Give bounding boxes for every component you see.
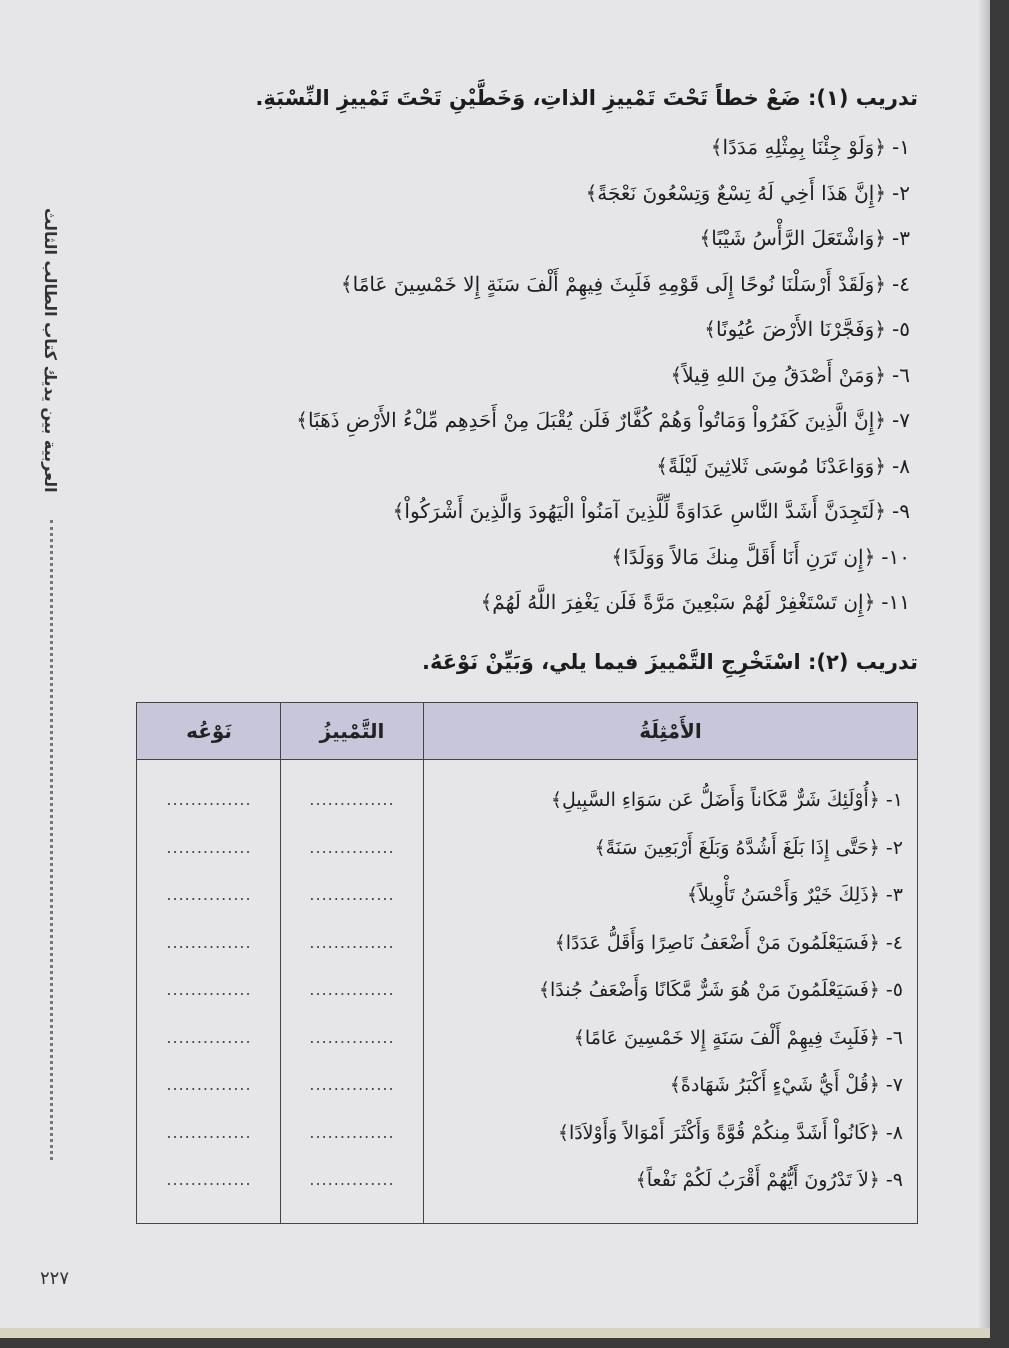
examples-column: [423, 760, 917, 1223]
table-header: [137, 703, 917, 760]
row-number: ٢-: [885, 836, 903, 859]
item-number: ١-: [892, 135, 910, 159]
item-text: ﴿إِنَّ الَّذِينَ كَفَرُواْ وَمَاتُواْ وَهُمْ كُفَّارٌ فَلَن يُقْبَلَ مِنْ أَحَدِهِم مِّلْءُ الأَرْضِ ذَهَبًا﴾: [296, 408, 887, 432]
exercise-1-item: [130, 492, 910, 538]
exercise-1-item: [130, 538, 910, 584]
item-number: ١١-: [881, 590, 910, 614]
item-text: ﴿وَمَنْ أَصْدَقُ مِنَ اللهِ قِيلاً﴾: [670, 362, 887, 387]
exercise-2-heading: تدريب (٢): اسْتَخْرِجِ التَّمْييزَ فيما يلي، وَبَيِّنْ نَوْعَهُ.: [421, 650, 918, 674]
exercise-1-item: [130, 583, 910, 629]
exercise-1-list: [130, 128, 910, 629]
table-row-example: [424, 970, 917, 1018]
exercise-1-heading: تدريب (١): ضَعْ خطاً تَحْتَ تَمْييزِ الذاتِ، وَخَطَّيْنِ تَحْتَ تَمْييزِ النِّسْبَةِ.: [255, 86, 918, 110]
row-text: ﴿أُوْلَئِكَ شَرٌّ مَّكَاناً وَأَضَلُّ عَن سَوَاءِ السَّبِيلِ﴾: [550, 789, 880, 811]
side-dotted-rule: [50, 520, 53, 1160]
table-row-example: [424, 1018, 917, 1066]
table-row-example: [424, 1160, 917, 1208]
item-number: ٩-: [892, 499, 910, 523]
exercise-1-item: [130, 447, 910, 493]
row-number: ١-: [885, 789, 903, 811]
item-number: ٧-: [892, 408, 910, 432]
item-number: ٦-: [892, 362, 910, 387]
exercise-1-item: [130, 310, 910, 356]
tamyeez-answer-blank[interactable]: ..............: [309, 837, 395, 857]
exercise-1-item: [130, 401, 910, 447]
item-number: ٢-: [892, 180, 910, 205]
header-type: نَوْعُه: [186, 719, 232, 743]
exercise-1-item: [130, 128, 910, 174]
row-text: ﴿كَانُواْ أَشَدَّ مِنكُمْ قُوَّةً وَأَكْثَرَ أَمْوَالاً وَأَوْلاَدًا﴾: [557, 1121, 880, 1144]
row-number: ٦-: [885, 1026, 903, 1049]
table-row-example: [424, 875, 917, 923]
tamyeez-column: [280, 760, 423, 1223]
type-answer-blank[interactable]: ..............: [166, 980, 252, 999]
item-text: ﴿إِن تَسْتَغْفِرْ لَهُمْ سَبْعِينَ مَرَّةً فَلَن يَغْفِرَ اللَّهُ لَهُمْ﴾: [480, 590, 876, 614]
item-text: ﴿وَلَقَدْ أَرْسَلْنَا نُوحًا إِلَى قَوْمِهِ فَلَبِثَ فِيهِمْ أَلْفَ سَنَةٍ إِلا خَمْسِينَ عَامًا﴾: [340, 271, 887, 296]
row-text: ﴿قُلْ أَيُّ شَيْءٍ أَكْبَرُ شَهَادةً﴾: [669, 1074, 880, 1096]
tamyeez-answer-blank[interactable]: ..............: [309, 790, 395, 809]
item-number: ٨-: [892, 453, 910, 478]
page-number: ٢٢٧: [40, 1268, 70, 1289]
tamyeez-answer-blank[interactable]: ..............: [309, 932, 395, 952]
row-number: ٤-: [885, 931, 903, 954]
row-text: ﴿فَسَيَعْلَمُونَ مَنْ أَضْعَفُ نَاصِرًا وَأَقَلُّ عَدَدًا﴾: [554, 931, 880, 954]
item-text: ﴿وَاشْتَعَلَ الرَّأْسُ شَيْبًا﴾: [699, 226, 887, 250]
side-book-title: العربية بين يديك كتاب الطالب الثالث: [41, 207, 60, 493]
type-answer-blank[interactable]: ..............: [166, 1122, 252, 1142]
item-text: ﴿وَوَاعَدْنَا مُوسَى ثَلاثِينَ لَيْلَةً﴾: [656, 453, 887, 478]
type-answer-blank[interactable]: ..............: [166, 1170, 252, 1189]
header-examples: الأَمْثِلَةُ: [423, 703, 917, 759]
table-body: [137, 760, 917, 1223]
table-row-example: [424, 828, 917, 876]
item-text: ﴿وَلَوْ جِئْنَا بِمِثْلِهِ مَدَدًا﴾: [710, 135, 887, 159]
item-number: ١٠-: [881, 544, 910, 569]
header-tamyeez: التَّمْييزُ: [280, 703, 423, 759]
item-text: ﴿لَتَجِدَنَّ أَشَدَّ النَّاسِ عَدَاوَةً لِّلَّذِينَ آمَنُواْ الْيَهُودَ وَالَّذِينَ أَشْرَكُواْ﴾: [392, 499, 887, 523]
exercise-1-item: [130, 265, 910, 311]
row-text: ﴿فَسَيَعْلَمُونَ مَنْ هُوَ شَرٌّ مَّكَانًا وَأَضْعَفُ جُندًا﴾: [538, 979, 880, 1001]
item-text: ﴿إِنَّ هَذَا أَخِي لَهُ تِسْعٌ وَتِسْعُونَ نَعْجَةً﴾: [585, 180, 887, 205]
row-number: ٣-: [885, 884, 903, 906]
item-text: ﴿إِن تَرَنِ أَنَا أَقَلَّ مِنكَ مَالاً وَوَلَدًا﴾: [611, 544, 876, 569]
type-answer-blank[interactable]: ..............: [166, 1075, 252, 1094]
item-number: ٥-: [892, 317, 910, 341]
row-number: ٨-: [885, 1121, 903, 1144]
type-answer-blank[interactable]: ..............: [166, 790, 252, 809]
type-answer-blank[interactable]: ..............: [166, 932, 252, 952]
row-number: ٧-: [885, 1074, 903, 1096]
table-row-example: [424, 1065, 917, 1113]
exercise-2-table: [136, 702, 918, 1224]
type-answer-blank[interactable]: ..............: [166, 885, 252, 904]
tamyeez-answer-blank[interactable]: ..............: [309, 885, 395, 904]
spine-shadow: [978, 0, 990, 1338]
row-text: ﴿لاَ تَدْرُونَ أَيُّهُمْ أَقْرَبُ لَكُمْ نَفْعاً﴾: [635, 1169, 880, 1191]
tamyeez-answer-blank[interactable]: ..............: [309, 1122, 395, 1142]
tamyeez-answer-blank[interactable]: ..............: [309, 980, 395, 999]
type-answer-blank[interactable]: ..............: [166, 1027, 252, 1047]
table-row-example: [424, 780, 917, 828]
item-text: ﴿وَفَجَّرْنَا الأَرْضَ عُيُونًا﴾: [704, 317, 887, 341]
table-row-example: [424, 1113, 917, 1161]
item-number: ٣-: [892, 226, 910, 250]
tamyeez-answer-blank[interactable]: ..............: [309, 1075, 395, 1094]
item-number: ٤-: [892, 271, 910, 296]
table-row-example: [424, 923, 917, 971]
type-column: [138, 760, 280, 1223]
row-number: ٥-: [885, 979, 903, 1001]
type-answer-blank[interactable]: ..............: [166, 837, 252, 857]
row-text: ﴿ذَلِكَ خَيْرٌ وَأَحْسَنُ تَأْوِيلاً﴾: [686, 884, 880, 906]
row-number: ٩-: [885, 1169, 903, 1191]
row-text: ﴿حَتَّى إِذَا بَلَغَ أَشُدَّهُ وَبَلَغَ أَرْبَعِينَ سَنَةً﴾: [594, 836, 880, 859]
tamyeez-answer-blank[interactable]: ..............: [309, 1027, 395, 1047]
exercise-1-item: [130, 219, 910, 265]
page-edge: [0, 1328, 990, 1338]
tamyeez-answer-blank[interactable]: ..............: [309, 1170, 395, 1189]
row-text: ﴿فَلَبِثَ فِيهِمْ أَلْفَ سَنَةٍ إِلا خَمْسِينَ عَامًا﴾: [573, 1026, 880, 1049]
exercise-1-item: [130, 356, 910, 402]
exercise-1-item: [130, 174, 910, 220]
